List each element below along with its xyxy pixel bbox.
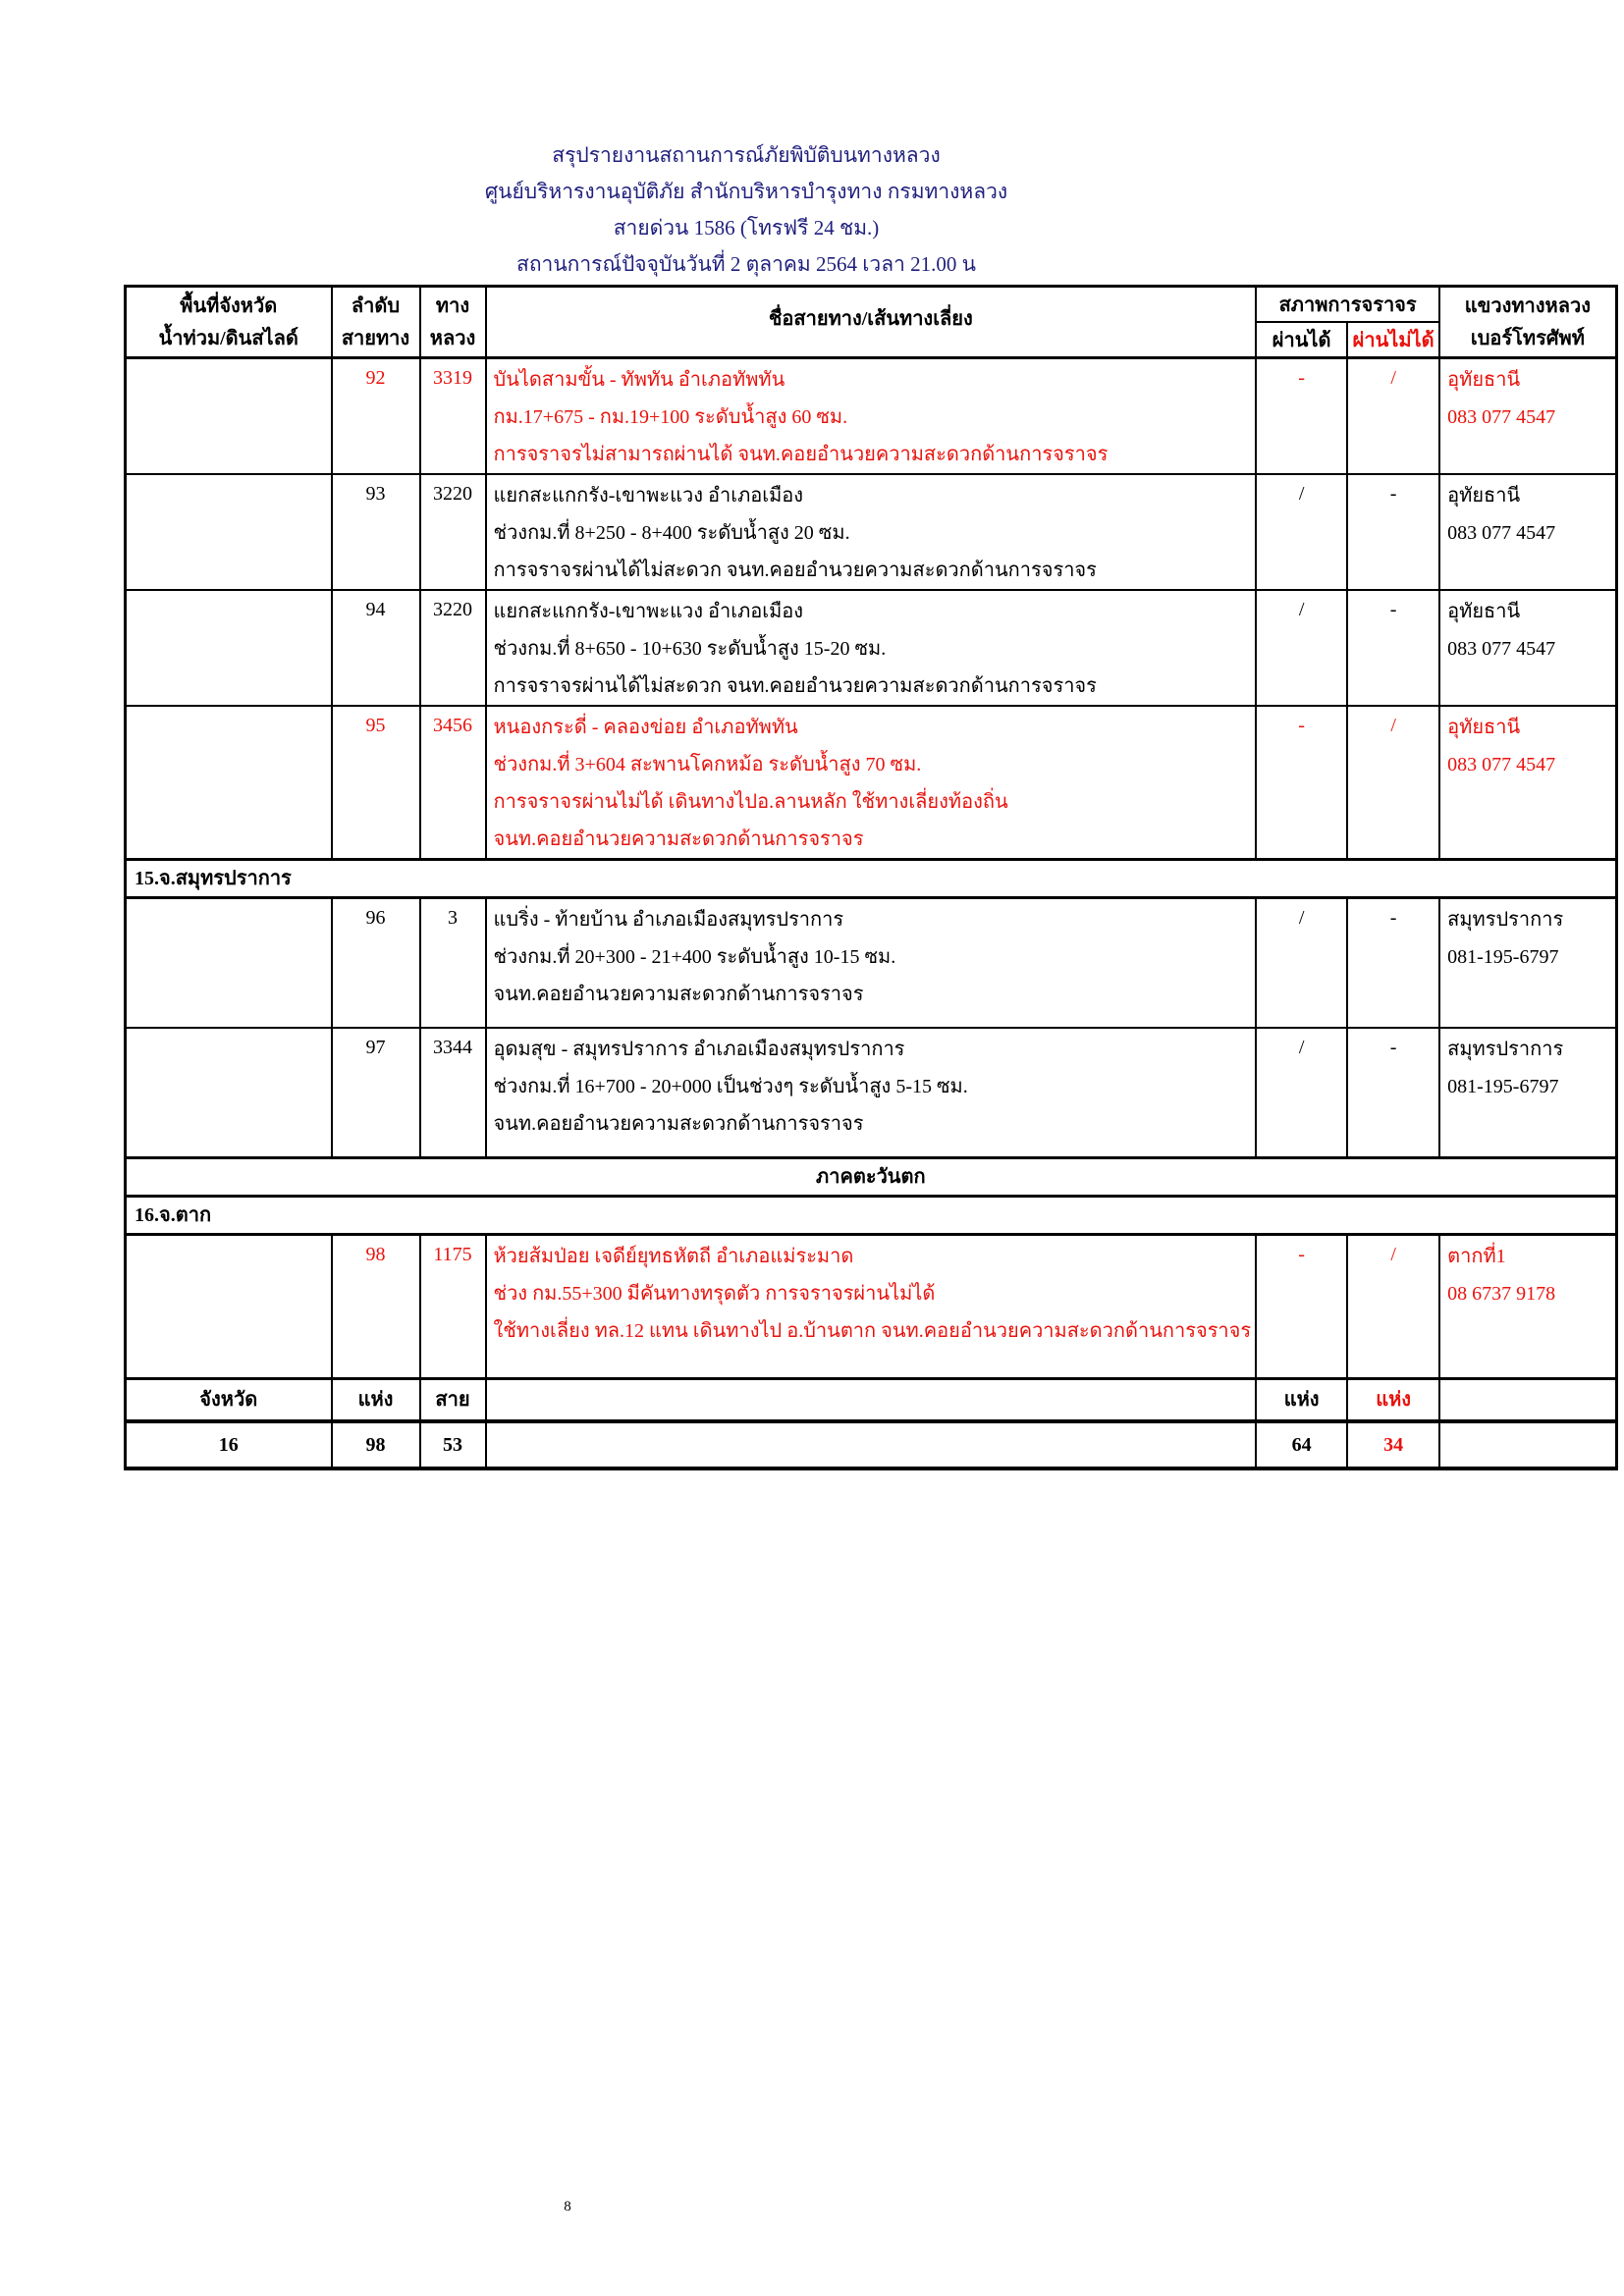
passable-mark: / bbox=[1256, 1028, 1347, 1158]
route-note: การจราจรไม่สามารถผ่านได้ จนท.คอยอำนวยความสะดวกด้านการจราจร bbox=[493, 444, 1109, 465]
route-detail: ช่วงกม.ที่ 20+300 - 21+400 ระดับน้ำสูง 10-15 ซม. bbox=[493, 946, 896, 968]
row-route-number: 3 bbox=[420, 898, 486, 1028]
row-order: 95 bbox=[332, 706, 420, 860]
row-route-number: 3344 bbox=[420, 1028, 486, 1158]
district-cell bbox=[1439, 474, 1616, 590]
highway-district: อุทัยธานี bbox=[1447, 717, 1521, 738]
district-cell bbox=[1439, 590, 1616, 706]
passable-mark: / bbox=[1256, 474, 1347, 590]
row-route-number: 1175 bbox=[420, 1235, 486, 1379]
highway-district: สมุทรปราการ bbox=[1447, 1038, 1564, 1060]
section-header-samut-prakan: 15.จ.สมุทรปราการ bbox=[126, 860, 1617, 898]
impassable-mark: - bbox=[1347, 898, 1439, 1028]
row-route-number: 3456 bbox=[420, 706, 486, 860]
total-impassable: 34 bbox=[1347, 1421, 1439, 1468]
passable-mark: / bbox=[1256, 590, 1347, 706]
district-cell bbox=[1439, 358, 1616, 475]
phone-number: 083 077 4547 bbox=[1447, 638, 1556, 660]
route-detail: ช่วงกม.ที่ 3+604 สะพานโคกหม้อ ระดับน้ำสูง 70 ซม. bbox=[493, 754, 922, 775]
column-header-area-line2: น้ำท่วม/ดินสไลด์ bbox=[158, 328, 298, 349]
column-header-traffic-label: สภาพการจราจร bbox=[1278, 294, 1417, 316]
column-header-area-line1: พื้นที่จังหวัด bbox=[180, 295, 278, 317]
report-datetime: สถานการณ์ปัจจุบันวันที่ 2 ตุลาคม 2564 เวลา 21.00 น bbox=[516, 252, 976, 276]
section-header-tak: 16.จ.ตาก bbox=[126, 1197, 1617, 1235]
impassable-mark: / bbox=[1347, 1235, 1439, 1379]
highway-district: อุทัยธานี bbox=[1447, 369, 1521, 391]
table-row bbox=[126, 474, 1617, 590]
region-band-west: ภาคตะวันตก bbox=[126, 1158, 1617, 1197]
route-name: อุดมสุข - สมุทรปราการ อำเภอเมืองสมุทรปราการ bbox=[493, 1038, 905, 1060]
phone-number: 083 077 4547 bbox=[1447, 406, 1556, 428]
route-detail: ช่วงกม.ที่ 8+650 - 10+630 ระดับน้ำสูง 15-20 ซม. bbox=[493, 638, 887, 660]
impassable-mark: / bbox=[1347, 706, 1439, 860]
highway-district: อุทัยธานี bbox=[1447, 601, 1521, 622]
column-header-route-line1: ทาง bbox=[435, 295, 470, 317]
phone-number: 083 077 4547 bbox=[1447, 754, 1556, 775]
highway-district: อุทัยธานี bbox=[1447, 485, 1521, 507]
area-cell-empty bbox=[126, 590, 332, 706]
route-note: การจราจรผ่านได้ไม่สะดวก จนท.คอยอำนวยความสะดวกด้านการจราจร bbox=[493, 560, 1097, 581]
summary-province-label: จังหวัด bbox=[126, 1379, 332, 1422]
summary-empty-cell bbox=[1439, 1421, 1616, 1468]
summary-header-row bbox=[126, 1379, 1617, 1422]
route-note-2: จนท.คอยอำนวยความสะดวกด้านการจราจร bbox=[493, 828, 864, 850]
route-note: การจราจรผ่านได้ไม่สะดวก จนท.คอยอำนวยความสะดวกด้านการจราจร bbox=[493, 675, 1097, 697]
column-header-name bbox=[486, 287, 1257, 358]
table-row bbox=[126, 1028, 1617, 1158]
route-description-cell bbox=[486, 898, 1257, 1028]
summary-spots-label: แห่ง bbox=[332, 1379, 420, 1422]
area-cell-empty bbox=[126, 474, 332, 590]
region-band-row bbox=[126, 1158, 1617, 1197]
row-route-number: 3220 bbox=[420, 590, 486, 706]
phone-number: 081-195-6797 bbox=[1447, 1075, 1559, 1097]
route-note: จนท.คอยอำนวยความสะดวกด้านการจราจร bbox=[493, 984, 864, 1005]
total-routes: 53 bbox=[420, 1421, 486, 1468]
section-row bbox=[126, 1197, 1617, 1235]
column-header-district-line2: เบอร์โทรศัพท์ bbox=[1470, 328, 1585, 349]
area-cell-empty bbox=[126, 358, 332, 475]
route-description-cell bbox=[486, 590, 1257, 706]
route-detail: ช่วงกม.ที่ 8+250 - 8+400 ระดับน้ำสูง 20 ซม. bbox=[493, 522, 850, 544]
passable-mark: / bbox=[1256, 898, 1347, 1028]
column-header-traffic bbox=[1256, 287, 1439, 323]
report-title: สรุปรายงานสถานการณ์ภัยพิบัติบนทางหลวง bbox=[552, 143, 941, 167]
route-description-cell bbox=[486, 1028, 1257, 1158]
summary-nopass-label: แห่ง bbox=[1347, 1379, 1439, 1422]
route-note: ใช้ทางเลี่ยง ทล.12 แทน เดินทางไป อ.บ้านตาก จนท.คอยอำนวยความสะดวกด้านการจราจร bbox=[493, 1320, 1252, 1342]
summary-pass-label: แห่ง bbox=[1256, 1379, 1347, 1422]
route-note: จนท.คอยอำนวยความสะดวกด้านการจราจร bbox=[493, 1112, 864, 1135]
disaster-report-table bbox=[124, 285, 1618, 1470]
column-header-impassable bbox=[1347, 322, 1439, 358]
column-header-passable bbox=[1256, 322, 1347, 358]
route-name: หนองกระดี่ - คลองข่อย อำเภอทัพทัน bbox=[493, 717, 798, 738]
phone-number: 081-195-6797 bbox=[1447, 946, 1559, 968]
summary-empty-cell bbox=[1439, 1379, 1616, 1422]
table-row bbox=[126, 706, 1617, 860]
column-header-route-line2: หลวง bbox=[429, 328, 476, 349]
route-description-cell bbox=[486, 706, 1257, 860]
summary-empty-cell bbox=[486, 1421, 1257, 1468]
total-spots: 98 bbox=[332, 1421, 420, 1468]
route-description-cell bbox=[486, 358, 1257, 475]
highway-district: ตากที่1 bbox=[1447, 1246, 1506, 1267]
row-order: 92 bbox=[332, 358, 420, 475]
page-number: 8 bbox=[564, 2199, 571, 2215]
area-cell-empty bbox=[126, 898, 332, 1028]
phone-number: 083 077 4547 bbox=[1447, 522, 1556, 544]
report-hotline: สายด่วน 1586 (โทรฟรี 24 ชม.) bbox=[613, 216, 880, 240]
impassable-mark: / bbox=[1347, 358, 1439, 475]
column-header-route bbox=[420, 287, 486, 358]
route-detail: ช่วง กม.55+300 มีคันทางทรุดตัว การจราจรผ่านไม่ได้ bbox=[493, 1283, 936, 1305]
row-route-number: 3220 bbox=[420, 474, 486, 590]
area-cell-empty bbox=[126, 1235, 332, 1379]
column-header-district-line1: แขวงทางหลวง bbox=[1464, 295, 1591, 317]
route-name: บันไดสามขั้น - ทัพทัน อำเภอทัพทัน bbox=[493, 369, 785, 391]
table-row bbox=[126, 1235, 1617, 1379]
area-cell-empty bbox=[126, 1028, 332, 1158]
row-route-number: 3319 bbox=[420, 358, 486, 475]
row-order: 94 bbox=[332, 590, 420, 706]
district-cell bbox=[1439, 1028, 1616, 1158]
summary-totals-row bbox=[126, 1421, 1617, 1468]
impassable-mark: - bbox=[1347, 474, 1439, 590]
route-detail: กม.17+675 - กม.19+100 ระดับน้ำสูง 60 ซม. bbox=[493, 406, 848, 428]
table-row bbox=[126, 358, 1617, 475]
district-cell bbox=[1439, 706, 1616, 860]
table-row bbox=[126, 898, 1617, 1028]
district-cell bbox=[1439, 898, 1616, 1028]
impassable-mark: - bbox=[1347, 590, 1439, 706]
column-header-order-line1: ลำดับ bbox=[351, 295, 401, 317]
route-name: ห้วยส้มป่อย เจดีย์ยุทธหัตถี อำเภอแม่ระมาด bbox=[493, 1246, 854, 1267]
column-header-name-label: ชื่อสายทาง/เส้นทางเลี่ยง bbox=[768, 308, 973, 330]
route-detail: ช่วงกม.ที่ 16+700 - 20+000 เป็นช่วงๆ ระดับน้ำสูง 5-15 ซม. bbox=[493, 1075, 968, 1097]
row-order: 96 bbox=[332, 898, 420, 1028]
row-order: 93 bbox=[332, 474, 420, 590]
column-header-order bbox=[332, 287, 420, 358]
total-passable: 64 bbox=[1256, 1421, 1347, 1468]
row-order: 97 bbox=[332, 1028, 420, 1158]
route-description-cell bbox=[486, 474, 1257, 590]
column-header-district bbox=[1439, 287, 1616, 358]
route-note: การจราจรผ่านไม่ได้ เดินทางไปอ.ลานหลัก ใช้ทางเลี่ยงท้องถิ่น bbox=[493, 791, 1008, 813]
column-header-passable-label: ผ่านได้ bbox=[1272, 330, 1331, 351]
impassable-mark: - bbox=[1347, 1028, 1439, 1158]
route-name: แยกสะแกกรัง-เขาพะแวง อำเภอเมือง bbox=[493, 601, 804, 622]
column-header-order-line2: สายทาง bbox=[341, 328, 410, 349]
route-name: แบริ่ง - ท้ายบ้าน อำเภอเมืองสมุทรปราการ bbox=[493, 909, 844, 931]
column-header-impassable-label: ผ่านไม่ได้ bbox=[1352, 330, 1435, 351]
phone-number: 08 6737 9178 bbox=[1447, 1283, 1556, 1305]
table-row bbox=[126, 590, 1617, 706]
passable-mark: - bbox=[1256, 1235, 1347, 1379]
section-row bbox=[126, 860, 1617, 898]
district-cell bbox=[1439, 1235, 1616, 1379]
report-agency: ศูนย์บริหารงานอุบัติภัย สำนักบริหารบำรุงทาง กรมทางหลวง bbox=[484, 180, 1008, 203]
passable-mark: - bbox=[1256, 358, 1347, 475]
highway-district: สมุทรปราการ bbox=[1447, 909, 1564, 931]
total-provinces: 16 bbox=[126, 1421, 332, 1468]
passable-mark: - bbox=[1256, 706, 1347, 860]
summary-routes-label: สาย bbox=[420, 1379, 486, 1422]
summary-empty-cell bbox=[486, 1379, 1257, 1422]
row-order: 98 bbox=[332, 1235, 420, 1379]
column-header-area bbox=[126, 287, 332, 358]
route-name: แยกสะแกกรัง-เขาพะแวง อำเภอเมือง bbox=[493, 485, 804, 507]
route-description-cell bbox=[486, 1235, 1257, 1379]
area-cell-empty bbox=[126, 706, 332, 860]
report-header bbox=[0, 137, 1492, 283]
